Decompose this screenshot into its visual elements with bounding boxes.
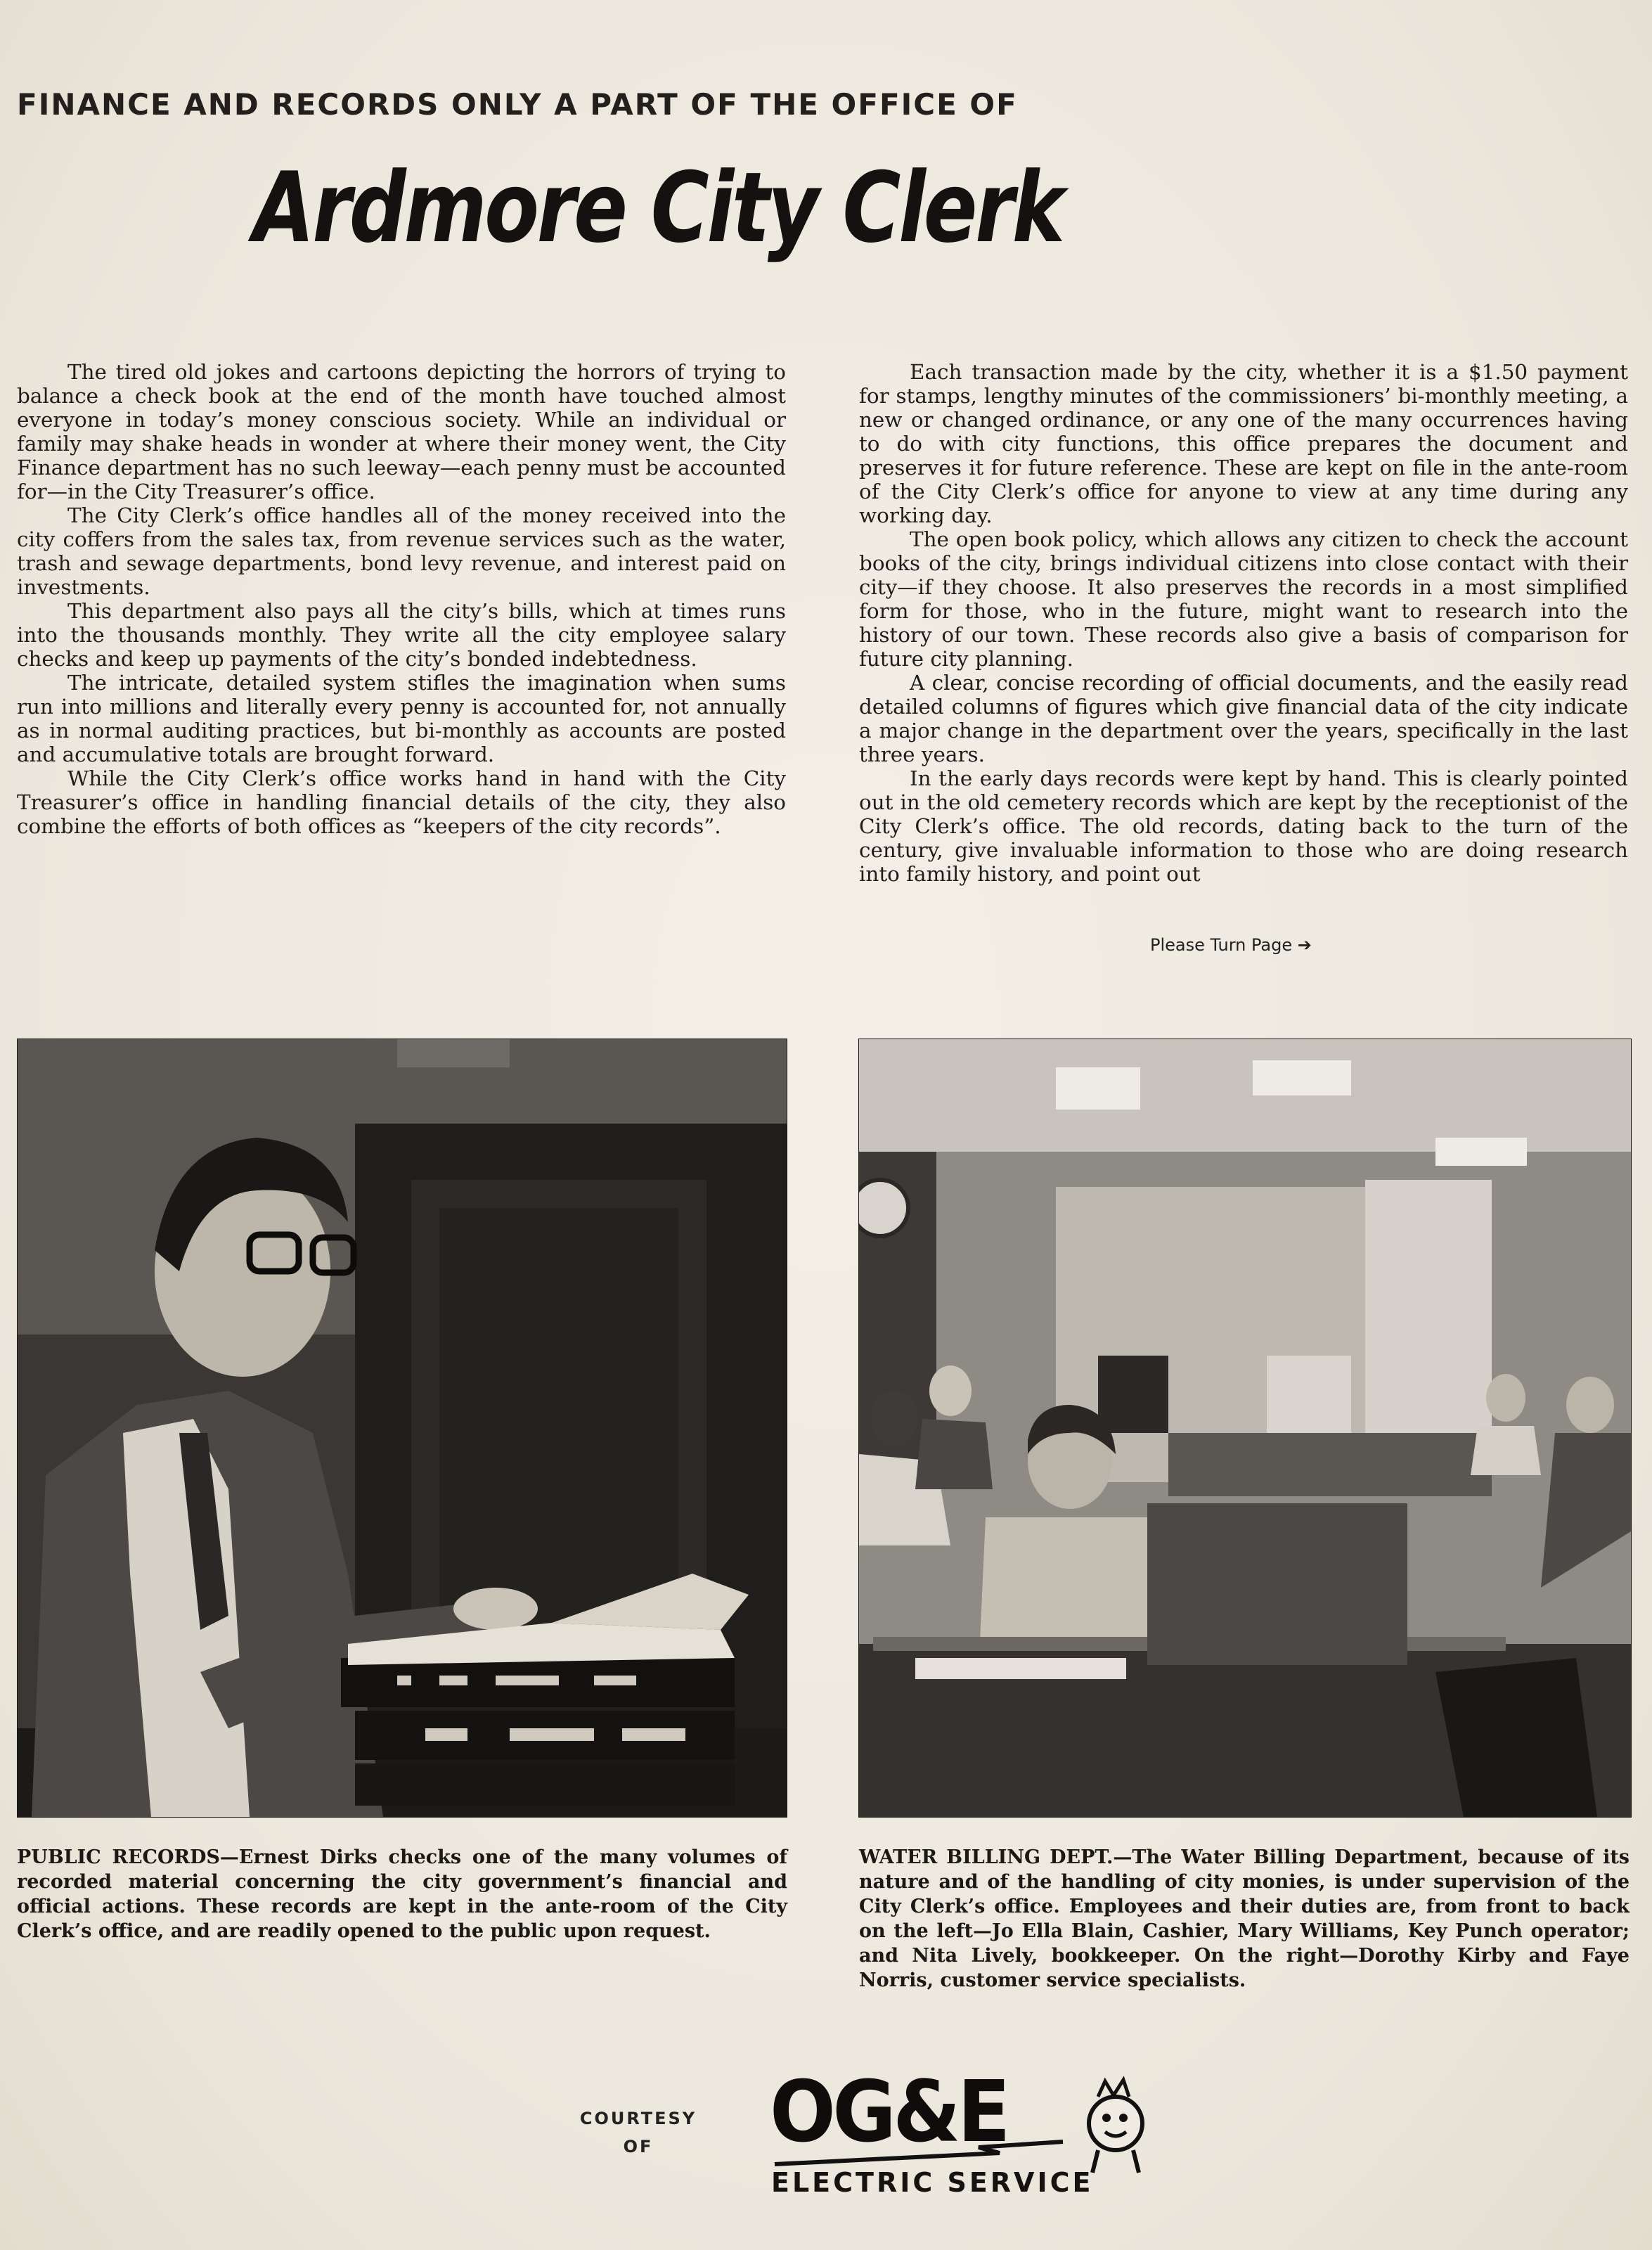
courtesy-label <box>568 2104 709 2161</box>
courtesy-line: COURTESY <box>579 2109 697 2128</box>
article-paragraph: While the City Clerk’s office works hand in hand with the City Treasurer’s office in handling financial details of the city, they also combine the efforts of both offices as “keepers of the city records”. <box>17 766 786 838</box>
sponsor-logo-subtitle: ELECTRIC SERVICE <box>771 2167 1094 2198</box>
article-paragraph: Each transaction made by the city, whether it is a $1.50 payment for stamps, lengthy minutes of the commissioners’ bi-monthly meeting, a new or changed ordinance, or any one of the many occurrences having to do with city functions, this office prepares the document and preserves it for future reference. These are kept on file in the ante-room of the City Clerk’s office for anyone to view at any time during any working day. <box>859 360 1628 527</box>
page-title: Ardmore City Clerk <box>253 151 1063 264</box>
kicker-headline: FINANCE AND RECORDS ONLY A PART OF THE OFFICE OF <box>17 87 1018 122</box>
article-paragraph: The intricate, detailed system stifles the imagination when sums run into millions and literally every penny is accounted for, not annually as in normal auditing practices, but bi-monthly as accounts are posted and accumulative totals are brought forward. <box>17 671 786 766</box>
water-billing-photo-art <box>859 1039 1631 1817</box>
article-paragraph: The City Clerk’s office handles all of the money received into the city coffers from the sales tax, from revenue services such as the water, trash and sewage departments, bond levy revenue, and interest paid on investments. <box>17 503 786 599</box>
article-paragraph: In the early days records were kept by hand. This is clearly pointed out in the old cemetery records which are kept by the receptionist of the City Clerk’s office. The old records, dating back to the turn of the century, give invaluable information to those who are doing research into family history, and point out <box>859 766 1628 886</box>
turn-page-label: Please Turn Page <box>1150 935 1293 955</box>
arrow-right-icon: ➔ <box>1297 935 1312 955</box>
article-paragraph: The tired old jokes and cartoons depicting the horrors of trying to balance a check book at the end of the month have touched almost everyone in today’s money conscious society. While an individual or family may shake heads in wonder at where their money went, the City Finance department has no such leeway—each penny must be accounted for—in the City Treasurer’s office. <box>17 360 786 503</box>
photo-caption-left: PUBLIC RECORDS—Ernest Dirks checks one of the many volumes of recorded material concerning the city government’s financial and official actions. These records are kept in the ante-room of the City Clerk’s office, and are readily opened to the public upon request. <box>17 1846 787 1942</box>
article-paragraph: A clear, concise recording of official documents, and the easily read detailed columns of figures which give financial data of the city indicate a major change in the department over the years, specifically in the last three years. <box>859 671 1628 766</box>
public-records-photo-art <box>18 1039 787 1817</box>
article-column-left <box>17 360 786 838</box>
turn-page-notice <box>1150 935 1312 955</box>
photo-caption-right: WATER BILLING DEPT.—The Water Billing Department, because of its nature and of the handling of city monies, is under supervision of the City Clerk’s office. Employees and their duties are, from front to back on the left—Jo Ella Blain, Cashier, Mary Williams, Key Punch operator; and Nita Lively, bookkeeper. On the right—Dorothy Kirby and Faye Norris, customer service specialists. <box>859 1846 1630 1991</box>
article-paragraph: The open book policy, which allows any citizen to check the account books of the city, brings individual citizens into close contact with their city—if they choose. It also preserves the records in a most simplified form for those, who in the future, might want to research into the history of our town. These records also give a basis of comparison for future city planning. <box>859 527 1628 671</box>
lightning-mascot-icon <box>768 2074 1161 2180</box>
article-column-right <box>859 360 1628 886</box>
article-paragraph: This department also pays all the city’s bills, which at times runs into the thousands monthly. They write all the city employee salary checks and keep up payments of the city’s bonded indebtedness. <box>17 599 786 671</box>
water-billing-photo <box>858 1039 1632 1818</box>
sponsor-logo-name: OG&E <box>770 2064 1007 2161</box>
public-records-photo <box>17 1039 787 1818</box>
courtesy-of-line: OF <box>623 2137 654 2156</box>
